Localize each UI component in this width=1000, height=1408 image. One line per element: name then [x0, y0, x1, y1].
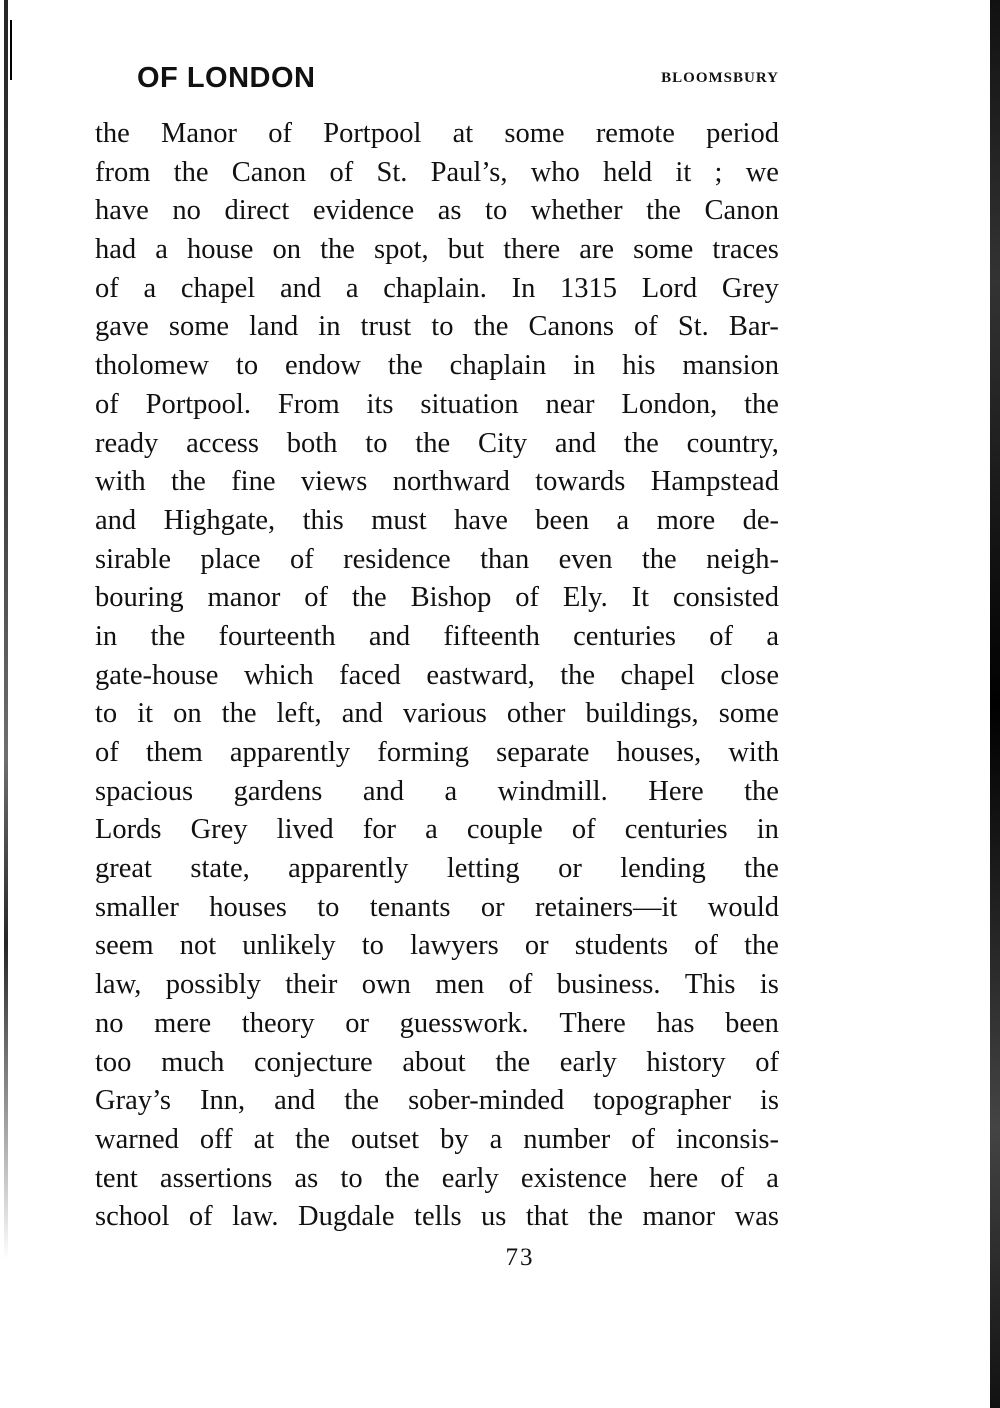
text-line: with the fine views northward towards Hampstead: [95, 466, 779, 498]
scan-edge-mark: [10, 20, 12, 80]
scan-edge-left: [4, 0, 8, 1260]
text-line: spacious gardens and a windmill. Here the: [95, 775, 779, 807]
running-header: [137, 58, 779, 98]
text-line: of them apparently forming separate houses, with: [95, 737, 779, 768]
text-line: gave some land in trust to the Canons of St. Bar-: [95, 311, 779, 343]
text-line: had a house on the spot, but there are some traces: [95, 234, 779, 266]
text-line: bouring manor of the Bishop of Ely. It consisted: [95, 582, 779, 614]
text-line: warned off at the outset by a number of inconsis-: [95, 1123, 779, 1155]
body-text: [95, 115, 779, 1237]
text-line: too much conjecture about the early history of: [95, 1046, 779, 1078]
text-line: law, possibly their own men of business. This is: [95, 969, 779, 1001]
running-header-section: BLOOMSBURY: [661, 70, 779, 86]
page-number: 73: [505, 1244, 535, 1271]
text-line: have no direct evidence as to whether the Canon: [95, 195, 779, 227]
text-line: and Highgate, this must have been a more de-: [95, 504, 779, 536]
text-line: ready access both to the City and the country,: [95, 427, 779, 459]
text-line: tent assertions as to the early existence here of a: [95, 1162, 779, 1194]
text-line: great state, apparently letting or lending the: [95, 853, 779, 885]
text-line: the Manor of Portpool at some remote period: [95, 118, 779, 149]
text-line: smaller houses to tenants or retainers—it would: [95, 891, 779, 923]
text-line: Gray’s Inn, and the sober-minded topographer is: [95, 1085, 779, 1117]
text-line: tholomew to endow the chaplain in his mansion: [95, 350, 779, 382]
text-line: to it on the left, and various other buildings, some: [95, 698, 779, 730]
running-header-title: OF LONDON: [137, 62, 316, 94]
text-line: of Portpool. From its situation near London, the: [95, 388, 779, 420]
text-line: school of law. Dugdale tells us that the manor was: [95, 1201, 779, 1233]
text-line: no mere theory or guesswork. There has been: [95, 1007, 779, 1039]
text-line: in the fourteenth and fifteenth centuries of a: [95, 620, 779, 652]
text-line: gate-house which faced eastward, the chapel close: [95, 659, 779, 691]
text-line: from the Canon of St. Paul’s, who held it ; we: [95, 156, 779, 188]
text-line: sirable place of residence than even the neigh-: [95, 543, 779, 575]
text-line: Lords Grey lived for a couple of centuries in: [95, 814, 779, 846]
text-line: seem not unlikely to lawyers or students of the: [95, 930, 779, 962]
scan-edge-right: [990, 0, 1000, 1408]
text-line: of a chapel and a chaplain. In 1315 Lord Grey: [95, 272, 779, 304]
